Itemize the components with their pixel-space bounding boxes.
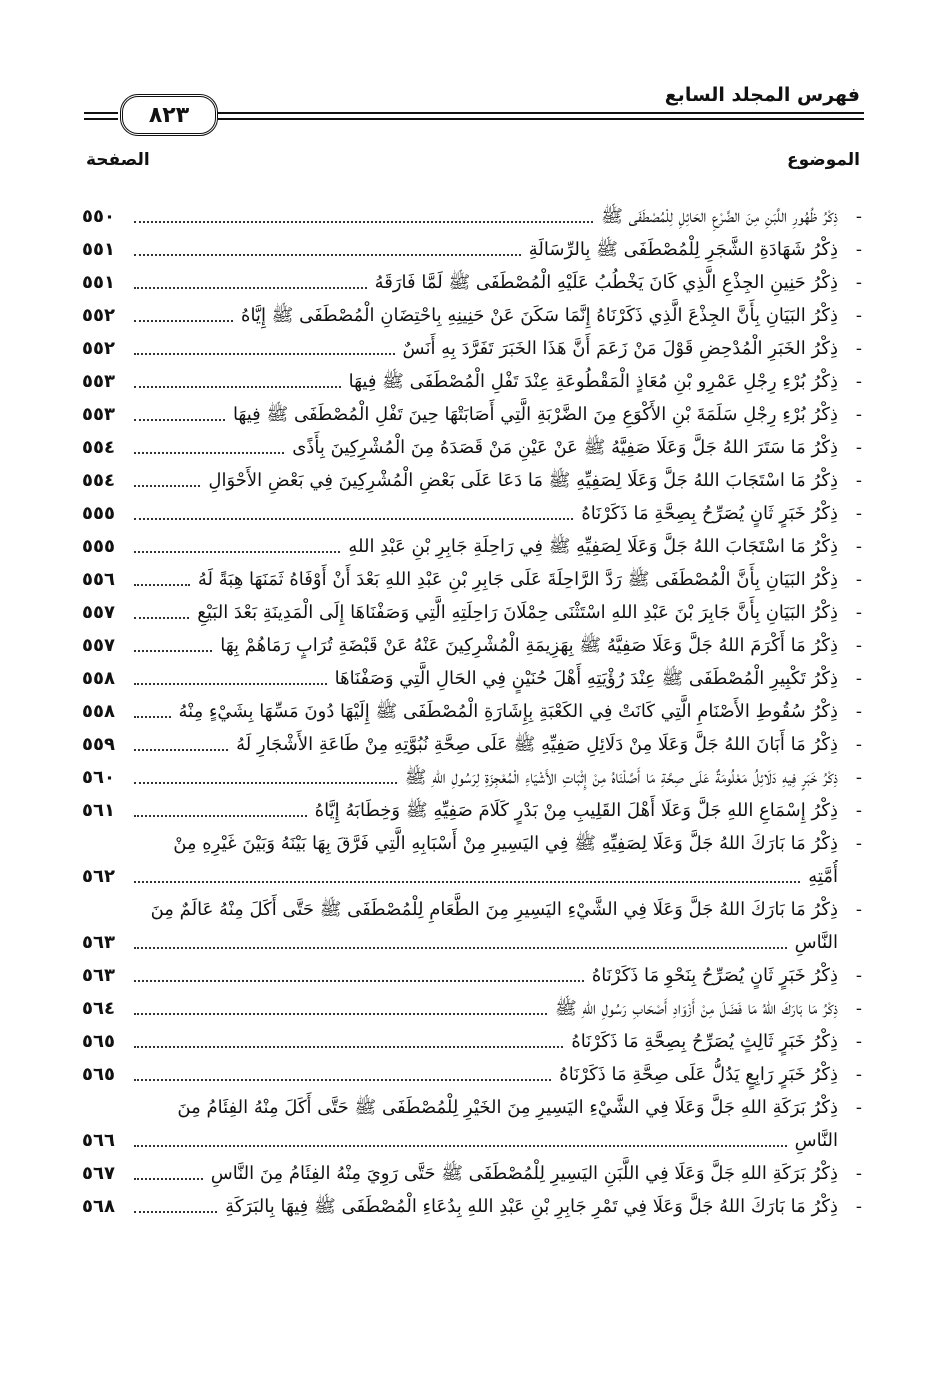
entry-bullet: - [855, 1064, 862, 1085]
entry-title: ذِكْرُ مَا سَتَرَ اللهُ جَلَّ وَعَلَا صَفِيَّهُ ﷺ عَنْ عَيْنِ مَنْ قَصَدَهُ مِنَ الْمُشْرِكِينَ بِأَذًى [292, 437, 838, 458]
entry-page-number: ٥٦٥ [82, 1064, 115, 1085]
entry-page-number: ٥٥٤ [82, 470, 115, 491]
entry-title: ذِكْرُ بَرَكَةِ اللهِ جَلَّ وَعَلَا فِي اللَّبَنِ اليَسِيرِ لِلْمُصْطَفَى ﷺ حَتَّى رَوِيَ مِنْهُ الفِئَامُ مِنَ النَّاسِ [210, 1163, 838, 1184]
entry-bullet: - [855, 404, 862, 425]
leader-dots [134, 782, 397, 784]
toc-entry[interactable] [82, 1025, 864, 1058]
entry-title: ذِكْرُ تَكْبِيرِ الْمُصْطَفَى ﷺ عِنْدَ رُؤْيَتِهِ أَهْلَ حُنَيْنٍ فِي الحَالِ الَّتِي وَصَفْنَاهَا [334, 668, 838, 689]
leader-dots [134, 518, 573, 520]
entry-title: ذِكْرُ خَبَرٍ ثَانٍ يُصَرِّحُ بِصِحَّةِ مَا ذَكَرْنَاهُ [581, 503, 838, 524]
leader-dots [134, 749, 228, 751]
entry-page-number: ٥٦٤ [82, 998, 115, 1019]
entry-bullet: - [855, 1031, 862, 1052]
entry-bullet: - [855, 437, 862, 458]
toc-entry[interactable] [82, 827, 864, 893]
leader-dots [134, 551, 340, 553]
leader-dots [134, 1013, 547, 1015]
entry-bullet: - [855, 503, 862, 524]
entry-page-number: ٥٦٠ [82, 767, 115, 788]
leader-dots [134, 980, 584, 982]
header-rule [218, 118, 864, 120]
entry-bullet: - [855, 569, 862, 590]
leader-dots [134, 815, 307, 817]
toc-entry[interactable] [82, 1058, 864, 1091]
entry-page-number: ٥٥٢ [82, 338, 115, 359]
entry-title: ذِكْرُ مَا بَارَكَ اللهُ جَلَّ وَعَلَا فِي الشَّيْءِ اليَسِيرِ مِنَ الطَّعَامِ لِلْمُصْطَفَى ﷺ حَتَّى أَكَلَ مِنْهُ عَالَمٌ مِنَ [150, 899, 838, 920]
entry-page-number: ٥٥٧ [82, 635, 115, 656]
leader-dots [134, 353, 395, 355]
entry-title: ذِكْرُ خَبَرٍ فِيهِ دَلَائِلُ مَعْلُومَةٌ عَلَى صِحَّةِ مَا أَصَّلْنَاهُ مِنْ إِثْبَاتِ الأَشْيَاءِ الْمُعْجِزَةِ لِرَسُولِ اللهِ ﷺ [404, 767, 838, 788]
entry-page-number: ٥٥٥ [82, 503, 115, 524]
entry-bullet: - [855, 668, 862, 689]
toc-entry[interactable] [82, 893, 864, 959]
header-rule [84, 112, 118, 114]
leader-dots [134, 617, 189, 619]
leader-dots [134, 716, 171, 718]
page-number: ٨٢٣ [148, 102, 190, 128]
entry-page-number: ٥٥٥ [82, 536, 115, 557]
entry-page-number: ٥٦٦ [82, 1130, 115, 1151]
entry-title: ذِكْرُ مَا أَكْرَمَ اللهُ جَلَّ وَعَلَا صَفِيَّهُ ﷺ بِهَزِيمَةِ الْمُشْرِكِينَ عَنْهُ عَنْ قَبْضَةِ تُرَابٍ رَمَاهُمْ بِهَا [220, 635, 838, 656]
toc-entry[interactable] [82, 596, 864, 629]
toc-entry[interactable] [82, 1157, 864, 1190]
entry-bullet: - [855, 635, 862, 656]
toc-entry[interactable] [82, 497, 864, 530]
toc-entry[interactable] [82, 794, 864, 827]
entry-bullet: - [855, 1163, 862, 1184]
leader-dots [134, 584, 190, 586]
entry-title: ذِكْرُ الخَبَرِ الْمُدْحِضِ قَوْلَ مَنْ زَعَمَ أَنَّ هَذَا الخَبَرَ تَفَرَّدَ بِهِ أَنَسٌ [402, 338, 838, 359]
entry-bullet: - [855, 536, 862, 557]
toc-entry[interactable] [82, 398, 864, 431]
entry-page-number: ٥٥٣ [82, 404, 115, 425]
entry-title: ذِكْرُ مَا اسْتَجَابَ اللهُ جَلَّ وَعَلَا لِصَفِيِّهِ ﷺ مَا دَعَا عَلَى بَعْضِ الْمُشْرِكِينَ فِي بَعْضِ الأَحْوَالِ [208, 470, 838, 491]
header-rule [84, 118, 118, 120]
entry-page-number: ٥٦٥ [82, 1031, 115, 1052]
toc-entry[interactable] [82, 464, 864, 497]
leader-dots [134, 287, 367, 289]
page-number-badge [120, 94, 218, 136]
entry-bullet: - [855, 1196, 862, 1217]
toc-entry[interactable] [82, 332, 864, 365]
entry-page-number: ٥٥٢ [82, 305, 115, 326]
toc-entry[interactable] [82, 200, 864, 233]
leader-dots [134, 452, 284, 454]
entry-page-number: ٥٦٨ [82, 1196, 115, 1217]
leader-dots [134, 386, 341, 388]
entry-title: ذِكْرُ بَرَكَةِ اللهِ جَلَّ وَعَلَا فِي الشَّيْءِ اليَسِيرِ مِنَ الخَيْرِ لِلْمُصْطَفَى ﷺ حَتَّى أَكَلَ مِنْهُ الفِئَامُ مِنَ [177, 1097, 838, 1118]
entry-bullet: - [855, 305, 862, 326]
running-header-title: فهرس المجلد السابع [664, 84, 860, 106]
entry-title: ذِكْرُ مَا أَبَانَ اللهُ جَلَّ وَعَلَا مِنْ دَلَائِلِ صَفِيِّهِ ﷺ عَلَى صِحَّةِ نُبُوَّتِهِ مِنْ طَاعَةِ الأَشْجَارِ لَهُ [236, 734, 838, 755]
entry-title: ذِكْرُ مَا بَارَكَ اللهُ مَا فَضَلَ مِنْ أَزْوَادِ أَصْحَابِ رَسُولِ اللهِ ﷺ [554, 998, 838, 1019]
toc-entry[interactable] [82, 761, 864, 794]
entry-title-continuation: النَّاسِ [794, 1130, 838, 1151]
leader-dots [134, 1079, 551, 1081]
toc-entry[interactable] [82, 728, 864, 761]
entry-bullet: - [855, 767, 862, 788]
leader-dots [134, 485, 200, 487]
entry-page-number: ٥٥٧ [82, 602, 115, 623]
entry-page-number: ٥٥١ [82, 239, 115, 260]
leader-dots [134, 320, 233, 322]
leader-dots [134, 1178, 203, 1180]
entry-title: ذِكْرُ مَا اسْتَجَابَ اللهُ جَلَّ وَعَلَا لِصَفِيِّهِ ﷺ فِي رَاحِلَةِ جَابِرِ بْنِ عَبْدِ اللهِ [348, 536, 838, 557]
topic-column-heading: الموضوع [787, 150, 860, 170]
toc-entry[interactable] [82, 662, 864, 695]
entry-title: ذِكْرُ ظُهُورِ اللَّبَنِ مِنَ الضَّرْعِ الحَائِلِ لِلْمُصْطَفَى ﷺ [601, 206, 838, 227]
entry-bullet: - [855, 206, 862, 227]
toc-entry[interactable] [82, 431, 864, 464]
toc-entry[interactable] [82, 299, 864, 332]
entry-title-continuation: النَّاسِ [794, 932, 838, 953]
entry-bullet: - [855, 800, 862, 821]
entry-title: ذِكْرُ البَيَانِ بِأَنَّ جَابِرَ بْنَ عَبْدِ اللهِ اسْتَثْنَى حِمْلَانَ رَاحِلَتِهِ الَّتِي وَصَفْنَاهَا إِلَى الْمَدِينَةِ بَعْدَ البَيْعِ [197, 602, 838, 623]
entry-page-number: ٥٦٧ [82, 1163, 115, 1184]
leader-dots [134, 419, 225, 421]
entry-title: ذِكْرُ خَبَرٍ رَابِعٍ يَدُلُّ عَلَى صِحَّةِ مَا ذَكَرْنَاهُ [559, 1064, 838, 1085]
entry-title: ذِكْرُ سُقُوطِ الأَصْنَامِ الَّتِي كَانَتْ فِي الكَعْبَةِ بِإِشَارَةِ الْمُصْطَفَى ﷺ إِلَيْهَا دُونَ مَسِّهَا بِشَيْءٍ مِنْهُ [178, 701, 838, 722]
entry-title: ذِكْرُ بُرْءِ رِجْلِ سَلَمَةَ بْنِ الأَكْوَعِ مِنَ الضَّرْبَةِ الَّتِي أَصَابَتْهَا حِينَ تَفْلِ الْمُصْطَفَى ﷺ فِيهَا [232, 404, 838, 425]
entry-title: ذِكْرُ مَا بَارَكَ اللهُ جَلَّ وَعَلَا لِصَفِيِّهِ ﷺ فِي اليَسِيرِ مِنْ أَسْبَابِهِ الَّتِي فَرَّقَ بِهَا بَيْنَهُ وَبَيْنَ غَيْرِهِ مِنْ [173, 833, 838, 854]
page-column-heading: الصفحة [86, 150, 150, 170]
entry-bullet: - [855, 602, 862, 623]
entry-page-number: ٥٥٨ [82, 701, 115, 722]
entry-bullet: - [855, 470, 862, 491]
entry-bullet: - [855, 734, 862, 755]
entry-bullet: - [855, 371, 862, 392]
entry-title: ذِكْرُ شَهَادَةِ الشَّجَرِ لِلْمُصْطَفَى ﷺ بِالرِّسَالَةِ [528, 239, 838, 260]
leader-dots [134, 947, 787, 949]
entry-page-number: ٥٦٣ [82, 965, 115, 986]
entry-bullet: - [855, 338, 862, 359]
toc-entry[interactable] [82, 695, 864, 728]
table-of-contents [82, 200, 864, 1223]
entry-bullet: - [855, 965, 862, 986]
entry-bullet: - [855, 701, 862, 722]
leader-dots [134, 1046, 563, 1048]
leader-dots [134, 254, 521, 256]
leader-dots [134, 683, 327, 685]
entry-title: ذِكْرُ خَبَرٍ ثَالِثٍ يُصَرِّحُ بِصِحَّةِ مَا ذَكَرْنَاهُ [571, 1031, 838, 1052]
entry-page-number: ٥٥٦ [82, 569, 115, 590]
entry-title: ذِكْرُ حَنِينِ الجِذْعِ الَّذِي كَانَ يَخْطُبُ عَلَيْهِ الْمُصْطَفَى ﷺ لَمَّا فَارَقَهُ [374, 272, 838, 293]
entry-page-number: ٥٦٢ [82, 866, 115, 887]
leader-dots [134, 881, 800, 883]
entry-bullet: - [855, 833, 862, 854]
entry-title: ذِكْرُ إِسْمَاعِ اللهِ جَلَّ وَعَلَا أَهْلَ القَلِيبِ مِنْ بَدْرٍ كَلَامَ صَفِيِّهِ ﷺ وَخِطَابَهُ إِيَّاهُ [314, 800, 838, 821]
entry-title: ذِكْرُ البَيَانِ بِأَنَّ الْمُصْطَفَى ﷺ رَدَّ الرَّاحِلَةَ عَلَى جَابِرِ بْنِ عَبْدِ اللهِ بَعْدَ أَنْ أَوْفَاهُ ثَمَنَهَا هِبَةً لَهُ [197, 569, 838, 590]
toc-entry[interactable] [82, 365, 864, 398]
entry-page-number: ٥٥٠ [82, 206, 115, 227]
leader-dots [134, 1211, 217, 1213]
toc-entry[interactable] [82, 563, 864, 596]
entry-bullet: - [855, 272, 862, 293]
header-rule [218, 112, 864, 114]
toc-entry[interactable] [82, 266, 864, 299]
entry-page-number: ٥٥٨ [82, 668, 115, 689]
toc-entry[interactable] [82, 992, 864, 1025]
entry-bullet: - [855, 998, 862, 1019]
entry-title: ذِكْرُ بُرْءِ رِجْلِ عَمْرِو بْنِ مُعَاذٍ الْمَقْطُوعَةِ عِنْدَ تَفْلِ الْمُصْطَفَى ﷺ فِيهَا [348, 371, 838, 392]
toc-entry[interactable] [82, 530, 864, 563]
entry-bullet: - [855, 899, 862, 920]
entry-bullet: - [855, 1097, 862, 1118]
entry-page-number: ٥٦٣ [82, 932, 115, 953]
leader-dots [134, 650, 212, 652]
toc-entry[interactable] [82, 1190, 864, 1223]
entry-page-number: ٥٥٣ [82, 371, 115, 392]
toc-entry[interactable] [82, 629, 864, 662]
entry-title: ذِكْرُ البَيَانِ بِأَنَّ الجِذْعَ الَّذِي ذَكَرْنَاهُ إِنَّمَا سَكَنَ عَنْ حَنِينِهِ بِاحْتِضَانِ الْمُصْطَفَى ﷺ إِيَّاهُ [241, 305, 838, 326]
entry-page-number: ٥٥٤ [82, 437, 115, 458]
leader-dots [134, 1145, 787, 1147]
leader-dots [134, 221, 593, 223]
entry-bullet: - [855, 239, 862, 260]
toc-entry[interactable] [82, 959, 864, 992]
entry-title: ذِكْرُ خَبَرٍ ثَانٍ يُصَرِّحُ بِنَحْوِ مَا ذَكَرْنَاهُ [591, 965, 838, 986]
entry-page-number: ٥٥١ [82, 272, 115, 293]
toc-entry[interactable] [82, 1091, 864, 1157]
entry-page-number: ٥٦١ [82, 800, 115, 821]
entry-title: ذِكْرُ مَا بَارَكَ اللهُ جَلَّ وَعَلَا فِي تَمْرِ جَابِرِ بْنِ عَبْدِ اللهِ بِدُعَاءِ الْمُصْطَفَى ﷺ فِيهَا بِالبَرَكَةِ [225, 1196, 838, 1217]
toc-entry[interactable] [82, 233, 864, 266]
entry-title-continuation: أُمَّتِهِ [808, 866, 838, 887]
entry-page-number: ٥٥٩ [82, 734, 115, 755]
